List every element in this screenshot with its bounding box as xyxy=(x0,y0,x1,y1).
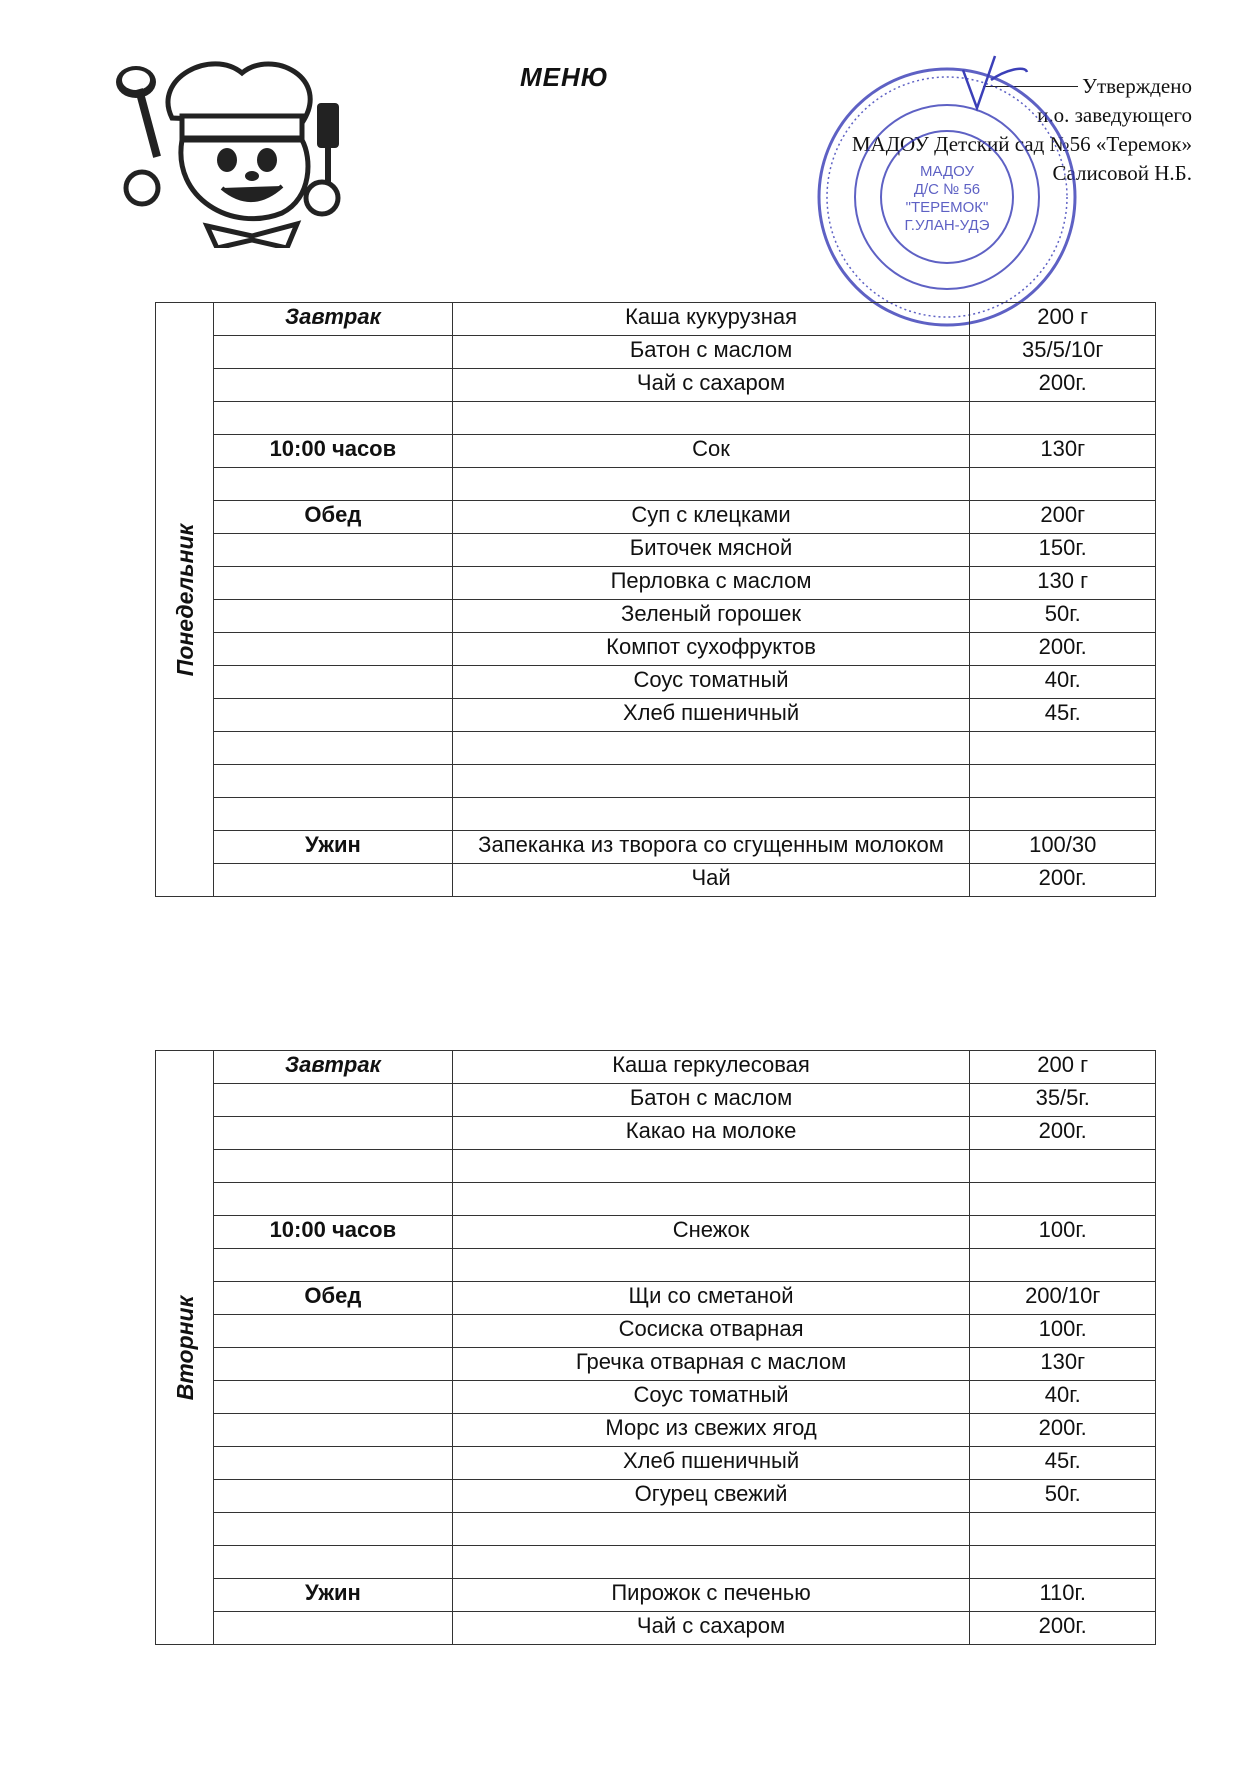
dish-cell: Каша геркулесовая xyxy=(452,1051,970,1084)
quantity-cell: 45г. xyxy=(970,699,1156,732)
meal-cell xyxy=(214,402,453,435)
dish-cell: Сосиска отварная xyxy=(452,1315,970,1348)
quantity-cell xyxy=(970,732,1156,765)
meal-cell: Завтрак xyxy=(214,1051,453,1084)
stamp-line-1: МАДОУ xyxy=(919,163,975,180)
meal-cell xyxy=(214,1249,453,1282)
meal-cell xyxy=(214,765,453,798)
dish-cell: Сок xyxy=(452,435,970,468)
day-name: Понедельник xyxy=(171,523,198,676)
meal-cell xyxy=(214,1546,453,1579)
dish-cell xyxy=(452,1150,970,1183)
quantity-cell: 45г. xyxy=(970,1447,1156,1480)
table-row xyxy=(156,1414,1156,1447)
chef-logo xyxy=(112,48,352,248)
quantity-cell: 200 г xyxy=(970,303,1156,336)
quantity-cell xyxy=(970,1150,1156,1183)
table-row xyxy=(156,501,1156,534)
table-row xyxy=(156,1579,1156,1612)
quantity-cell: 200г. xyxy=(970,1414,1156,1447)
meal-cell xyxy=(214,1414,453,1447)
table-row xyxy=(156,303,1156,336)
quantity-cell: 50г. xyxy=(970,1480,1156,1513)
meal-cell xyxy=(214,534,453,567)
dish-cell xyxy=(452,765,970,798)
quantity-cell: 200г. xyxy=(970,633,1156,666)
page-title: МЕНЮ xyxy=(520,62,609,92)
table-row xyxy=(156,534,1156,567)
meal-cell xyxy=(214,1150,453,1183)
menu-rows xyxy=(156,1051,1156,1645)
meal-cell xyxy=(214,1480,453,1513)
quantity-cell: 200г. xyxy=(970,369,1156,402)
handwritten-signature xyxy=(955,50,1035,120)
quantity-cell: 35/5/10г xyxy=(970,336,1156,369)
menu-rows xyxy=(156,303,1156,897)
meal-cell xyxy=(214,798,453,831)
dish-cell: Суп с клецками xyxy=(452,501,970,534)
dish-cell: Снежок xyxy=(452,1216,970,1249)
meal-cell xyxy=(214,633,453,666)
quantity-cell: 200г. xyxy=(970,864,1156,897)
table-row xyxy=(156,1513,1156,1546)
meal-cell xyxy=(214,600,453,633)
dish-cell: Биточек мясной xyxy=(452,534,970,567)
approval-position: и.о. заведующего xyxy=(1037,103,1192,127)
table-row xyxy=(156,1480,1156,1513)
table-row xyxy=(156,567,1156,600)
quantity-cell: 35/5г. xyxy=(970,1084,1156,1117)
approval-name: Салисовой Н.Б. xyxy=(1052,161,1192,185)
quantity-cell xyxy=(970,468,1156,501)
dish-cell: Гречка отварная с маслом xyxy=(452,1348,970,1381)
meal-cell xyxy=(214,1348,453,1381)
quantity-cell: 130г xyxy=(970,1348,1156,1381)
table-row xyxy=(156,633,1156,666)
quantity-cell: 100г. xyxy=(970,1216,1156,1249)
meal-cell xyxy=(214,1084,453,1117)
meal-cell xyxy=(214,1381,453,1414)
menu-table-monday xyxy=(155,302,1156,897)
dish-cell: Морс из свежих ягод xyxy=(452,1414,970,1447)
meal-cell: Обед xyxy=(214,501,453,534)
dish-cell: Чай с сахаром xyxy=(452,1612,970,1645)
table-row xyxy=(156,732,1156,765)
meal-cell xyxy=(214,1513,453,1546)
day-name-cell xyxy=(156,1051,214,1645)
stamp-line-2: Д/С № 56 xyxy=(913,181,981,198)
dish-cell xyxy=(452,732,970,765)
dish-cell: Батон с маслом xyxy=(452,336,970,369)
meal-cell: Ужин xyxy=(214,831,453,864)
meal-cell xyxy=(214,1612,453,1645)
quantity-cell: 40г. xyxy=(970,1381,1156,1414)
dish-cell: Чай xyxy=(452,864,970,897)
table-row xyxy=(156,1216,1156,1249)
quantity-cell: 100/30 xyxy=(970,831,1156,864)
round-stamp xyxy=(812,62,1082,332)
meal-cell: 10:00 часов xyxy=(214,435,453,468)
table-row xyxy=(156,1546,1156,1579)
dish-cell: Запеканка из творога со сгущенным молоком xyxy=(452,831,970,864)
quantity-cell: 100г. xyxy=(970,1315,1156,1348)
meal-cell xyxy=(214,336,453,369)
table-row xyxy=(156,435,1156,468)
menu-table-tuesday xyxy=(155,1050,1156,1645)
table-row xyxy=(156,1447,1156,1480)
approval-title: Утверждено xyxy=(1082,74,1192,98)
dish-cell: Чай с сахаром xyxy=(452,369,970,402)
quantity-cell: 200г. xyxy=(970,1117,1156,1150)
dish-cell: Батон с маслом xyxy=(452,1084,970,1117)
quantity-cell xyxy=(970,1249,1156,1282)
meal-cell: 10:00 часов xyxy=(214,1216,453,1249)
meal-cell xyxy=(214,864,453,897)
quantity-cell xyxy=(970,1546,1156,1579)
quantity-cell xyxy=(970,1183,1156,1216)
dish-cell xyxy=(452,1513,970,1546)
table-row xyxy=(156,765,1156,798)
dish-cell: Огурец свежий xyxy=(452,1480,970,1513)
quantity-cell xyxy=(970,402,1156,435)
quantity-cell: 200г xyxy=(970,501,1156,534)
table-row xyxy=(156,798,1156,831)
quantity-cell: 130г xyxy=(970,435,1156,468)
dish-cell: Каша кукурузная xyxy=(452,303,970,336)
dish-cell: Какао на молоке xyxy=(452,1117,970,1150)
dish-cell: Перловка с маслом xyxy=(452,567,970,600)
dish-cell: Пирожок с печенью xyxy=(452,1579,970,1612)
dish-cell: Соус томатный xyxy=(452,666,970,699)
quantity-cell: 130 г xyxy=(970,567,1156,600)
table-row xyxy=(156,864,1156,897)
stamp-line-4: Г.УЛАН-УДЭ xyxy=(904,217,990,234)
quantity-cell: 200 г xyxy=(970,1051,1156,1084)
quantity-cell xyxy=(970,1513,1156,1546)
table-row xyxy=(156,1084,1156,1117)
dish-cell xyxy=(452,1546,970,1579)
dish-cell xyxy=(452,468,970,501)
meal-cell xyxy=(214,699,453,732)
stamp-line-3: "ТЕРЕМОК" xyxy=(905,199,989,216)
table-row xyxy=(156,1183,1156,1216)
meal-cell xyxy=(214,567,453,600)
table-row xyxy=(156,468,1156,501)
quantity-cell: 150г. xyxy=(970,534,1156,567)
dish-cell xyxy=(452,402,970,435)
table-row xyxy=(156,1150,1156,1183)
table-row xyxy=(156,600,1156,633)
table-row xyxy=(156,402,1156,435)
quantity-cell: 200г. xyxy=(970,1612,1156,1645)
meal-cell xyxy=(214,1183,453,1216)
dish-cell: Щи со сметаной xyxy=(452,1282,970,1315)
quantity-cell: 50г. xyxy=(970,600,1156,633)
table-row xyxy=(156,1348,1156,1381)
approval-organization: МАДОУ Детский сад №56 «Теремок» xyxy=(851,132,1192,156)
meal-cell xyxy=(214,666,453,699)
table-row xyxy=(156,666,1156,699)
quantity-cell: 40г. xyxy=(970,666,1156,699)
day-name: Вторник xyxy=(171,1295,198,1400)
table-row xyxy=(156,369,1156,402)
quantity-cell xyxy=(970,798,1156,831)
dish-cell: Зеленый горошек xyxy=(452,600,970,633)
meal-cell xyxy=(214,1447,453,1480)
dish-cell: Хлеб пшеничный xyxy=(452,699,970,732)
quantity-cell: 110г. xyxy=(970,1579,1156,1612)
day-name-cell xyxy=(156,303,214,897)
table-row xyxy=(156,831,1156,864)
dish-cell xyxy=(452,1249,970,1282)
dish-cell: Соус томатный xyxy=(452,1381,970,1414)
meal-cell xyxy=(214,468,453,501)
meal-cell: Завтрак xyxy=(214,303,453,336)
meal-cell xyxy=(214,732,453,765)
meal-cell xyxy=(214,369,453,402)
table-row xyxy=(156,1051,1156,1084)
meal-cell: Ужин xyxy=(214,1579,453,1612)
dish-cell: Хлеб пшеничный xyxy=(452,1447,970,1480)
table-row xyxy=(156,1282,1156,1315)
meal-cell xyxy=(214,1117,453,1150)
meal-cell xyxy=(214,1315,453,1348)
meal-cell: Обед xyxy=(214,1282,453,1315)
table-row xyxy=(156,1381,1156,1414)
dish-cell xyxy=(452,1183,970,1216)
table-row xyxy=(156,1315,1156,1348)
dish-cell xyxy=(452,798,970,831)
table-row xyxy=(156,1612,1156,1645)
quantity-cell: 200/10г xyxy=(970,1282,1156,1315)
table-row xyxy=(156,336,1156,369)
table-row xyxy=(156,1117,1156,1150)
dish-cell: Компот сухофруктов xyxy=(452,633,970,666)
table-row xyxy=(156,1249,1156,1282)
table-row xyxy=(156,699,1156,732)
quantity-cell xyxy=(970,765,1156,798)
